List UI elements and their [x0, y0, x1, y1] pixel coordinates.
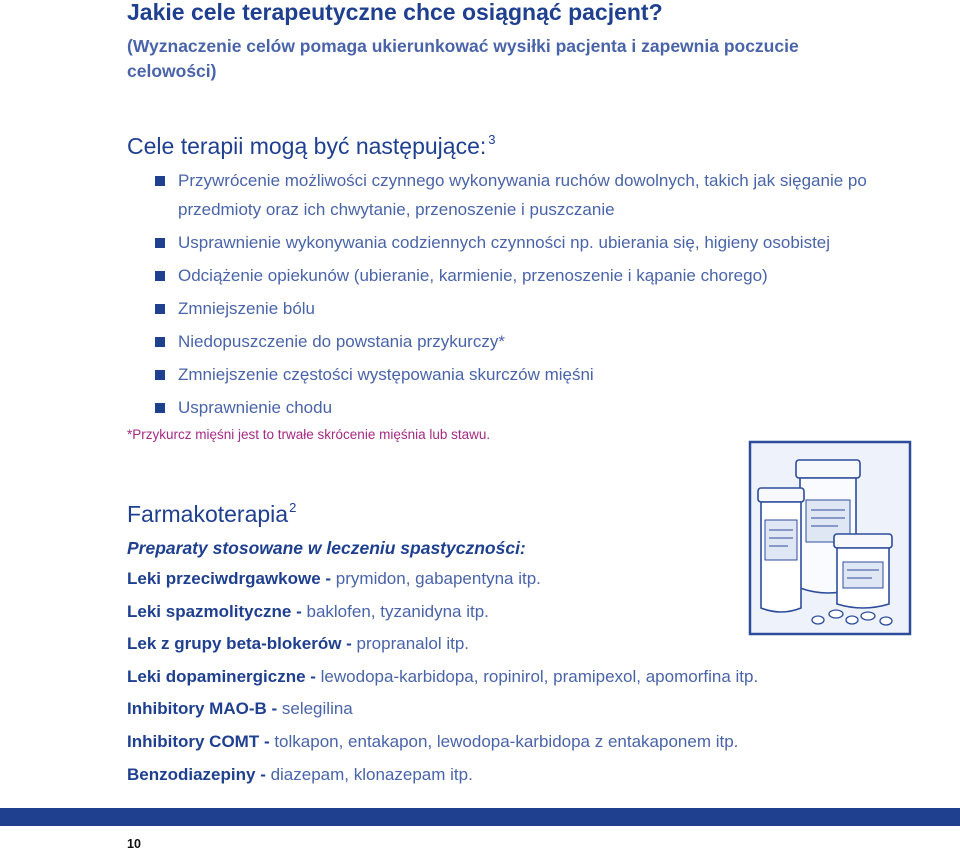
drug-separator: -: [259, 731, 275, 751]
pharmacotherapy-heading-reference: 2: [289, 500, 297, 515]
drug-class: Lek z grupy beta-blokerów: [127, 634, 342, 654]
goal-item: [155, 327, 945, 356]
drug-examples: propranalol itp.: [356, 634, 470, 654]
drug-separator: -: [320, 569, 336, 588]
drug-class: Leki spazmolityczne: [127, 601, 292, 621]
drug-item: [127, 566, 887, 592]
square-bullet-icon: [155, 403, 165, 413]
drug-item: [127, 631, 887, 657]
drug-item: [127, 599, 887, 625]
drug-examples: tolkapon, entakapon, lewodopa-karbidopa z entakaponem itp.: [274, 731, 739, 751]
pharmacotherapy-heading-text: Farmakoterapia: [127, 501, 289, 527]
goal-item: [155, 228, 945, 257]
drug-item: [127, 664, 887, 690]
pharmacotherapy-heading: [127, 492, 527, 530]
goal-item: [155, 360, 945, 389]
drug-examples: selegilina: [281, 699, 353, 719]
drug-separator: -: [266, 699, 282, 719]
footnote: *Przykurcz mięśni jest to trwałe skrócenie mięśnia lub stawu.: [127, 427, 491, 442]
goal-text: Usprawnienie chodu: [178, 398, 333, 417]
goal-text: Zmniejszenie bólu: [178, 299, 316, 318]
goals-heading-text: Cele terapii mogą być następujące:: [127, 133, 487, 159]
goals-list: [155, 166, 945, 426]
drug-examples: prymidon, gabapentyna itp.: [335, 569, 541, 588]
goals-heading: [127, 124, 827, 162]
square-bullet-icon: [155, 238, 165, 248]
drug-item: [127, 696, 887, 722]
drug-class: Inhibitory MAO-B: [127, 699, 267, 719]
goals-heading-reference: 3: [488, 132, 496, 147]
drug-separator: -: [305, 666, 321, 686]
drug-examples: diazepam, klonazepam itp.: [270, 764, 473, 784]
goal-item: [155, 166, 945, 224]
square-bullet-icon: [155, 304, 165, 314]
drug-separator: -: [255, 764, 271, 784]
goal-text: Przywrócenie możliwości czynnego wykonywania ruchów dowolnych, takich jak sięganie po przedmioty oraz ich chwytanie, przenoszenie i puszczanie: [178, 171, 867, 219]
goal-text: Zmniejszenie częstości występowania skurczów mięśni: [178, 365, 594, 384]
drug-item: [127, 762, 887, 788]
square-bullet-icon: [155, 370, 165, 380]
drug-class: Benzodiazepiny: [127, 764, 256, 784]
page-title: Jakie cele terapeutyczne chce osiągnąć pacjent?: [127, 0, 663, 25]
drug-list: [127, 566, 887, 794]
page-number: 10: [127, 837, 141, 851]
square-bullet-icon: [155, 271, 165, 281]
goal-text: Usprawnienie wykonywania codziennych czynności np. ubierania się, higieny osobistej: [178, 233, 831, 252]
drug-separator: -: [291, 601, 307, 621]
footer-bar: [0, 808, 960, 826]
drug-class: Leki przeciwdrgawkowe: [127, 569, 321, 588]
drug-examples: baklofen, tyzanidyna itp.: [306, 601, 489, 621]
square-bullet-icon: [155, 176, 165, 186]
pharmacotherapy-subheading: Preparaty stosowane w leczeniu spastyczności:: [127, 538, 526, 558]
goal-item: [155, 294, 945, 323]
goal-text: Niedopuszczenie do powstania przykurczy*: [178, 332, 505, 351]
drug-examples: lewodopa-karbidopa, ropinirol, pramipexol, apomorfina itp.: [320, 666, 759, 686]
goal-item: [155, 393, 945, 422]
goal-item: [155, 261, 945, 290]
drug-class: Leki dopaminergiczne: [127, 666, 306, 686]
goal-text: Odciążenie opiekunów (ubieranie, karmienie, przenoszenie i kąpanie chorego): [178, 266, 768, 285]
drug-class: Inhibitory COMT: [127, 731, 260, 751]
drug-item: [127, 729, 887, 755]
square-bullet-icon: [155, 337, 165, 347]
drug-separator: -: [341, 634, 357, 654]
page-subtitle: (Wyznaczenie celów pomaga ukierunkować wysiłki pacjenta i zapewnia poczucie celowości): [127, 36, 799, 81]
